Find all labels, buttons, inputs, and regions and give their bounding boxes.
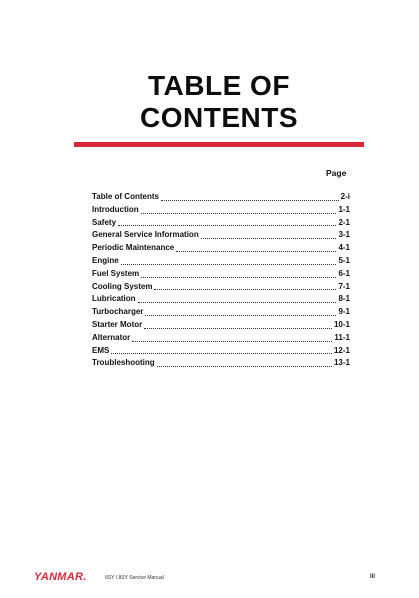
toc-dot-leader <box>132 341 332 342</box>
toc-entry-page: 1-1 <box>338 204 350 214</box>
toc-dot-leader <box>141 277 336 278</box>
toc-entry[interactable] <box>92 333 350 346</box>
toc-dot-leader <box>145 315 336 316</box>
toc-entry-page: 12-1 <box>333 345 350 355</box>
toc-entry-title: General Service Information <box>92 230 199 240</box>
page-title-line-1: TABLE OF <box>148 70 290 101</box>
toc-dot-leader <box>141 213 337 214</box>
toc-entry-title: Turbocharger <box>92 307 144 317</box>
toc-dot-leader <box>111 353 332 354</box>
toc-entry[interactable] <box>92 358 350 371</box>
toc-entry-title: Introduction <box>92 204 139 214</box>
toc-entry-title: EMS <box>92 345 110 355</box>
toc-entry[interactable] <box>92 218 350 231</box>
toc-dot-leader <box>121 264 337 265</box>
toc-entry-page: 2-1 <box>338 217 350 227</box>
toc-dot-leader <box>154 289 336 290</box>
toc-entry-page: 5-1 <box>338 255 350 265</box>
toc-entry-page: 7-1 <box>338 281 350 291</box>
toc-entry[interactable] <box>92 282 350 295</box>
toc-entry-title: Periodic Maintenance <box>92 243 175 253</box>
toc-entry-title: Engine <box>92 255 119 265</box>
toc-entry[interactable] <box>92 205 350 218</box>
toc-entry-page: 2-i <box>340 192 350 201</box>
toc-entry[interactable] <box>92 192 350 205</box>
toc-entry-page: 3-1 <box>338 230 350 240</box>
toc-entry[interactable] <box>92 256 350 269</box>
toc-entry[interactable] <box>92 346 350 359</box>
toc-dot-leader <box>138 302 337 303</box>
toc-entry-page: 8-1 <box>338 294 350 304</box>
toc-entry-title: Alternator <box>92 332 131 342</box>
toc-entry-page: 6-1 <box>338 268 350 278</box>
toc-dot-leader <box>157 366 332 367</box>
toc-entry[interactable] <box>92 294 350 307</box>
toc-entry[interactable] <box>92 230 350 243</box>
toc-entry-page: 9-1 <box>338 307 350 317</box>
toc-entry-title: Fuel System <box>92 268 140 278</box>
toc-dot-leader <box>176 251 336 252</box>
toc-dot-leader <box>161 200 339 201</box>
page-number: III <box>370 574 376 580</box>
toc-entry-title: Safety <box>92 217 117 227</box>
yanmar-logo: YANMAR. <box>34 571 87 583</box>
page-column-label: Page <box>326 168 347 178</box>
toc-entry[interactable] <box>92 243 350 256</box>
page-title-line-2: CONTENTS <box>140 102 298 133</box>
page-title <box>0 70 419 134</box>
toc-entry-page: 13-1 <box>333 358 350 368</box>
toc-dot-leader <box>201 238 337 239</box>
toc-entry-title: Starter Motor <box>92 319 143 329</box>
toc-dot-leader <box>144 328 332 329</box>
toc-entry[interactable] <box>92 307 350 320</box>
toc-entry-page: 4-1 <box>338 243 350 253</box>
toc-entry-page: 11-1 <box>334 332 350 342</box>
toc-entry[interactable] <box>92 269 350 282</box>
toc-entry-title: Cooling System <box>92 281 153 291</box>
table-of-contents <box>92 192 350 371</box>
toc-entry-title: Table of Contents <box>92 192 159 201</box>
toc-entry-title: Troubleshooting <box>92 358 155 368</box>
title-divider <box>74 142 364 147</box>
toc-entry-page: 10-1 <box>333 319 350 329</box>
toc-entry-title: Lubrication <box>92 294 136 304</box>
toc-entry[interactable] <box>92 320 350 333</box>
manual-title: 6SY / 8SY Service Manual <box>105 575 164 581</box>
toc-dot-leader <box>118 225 336 226</box>
